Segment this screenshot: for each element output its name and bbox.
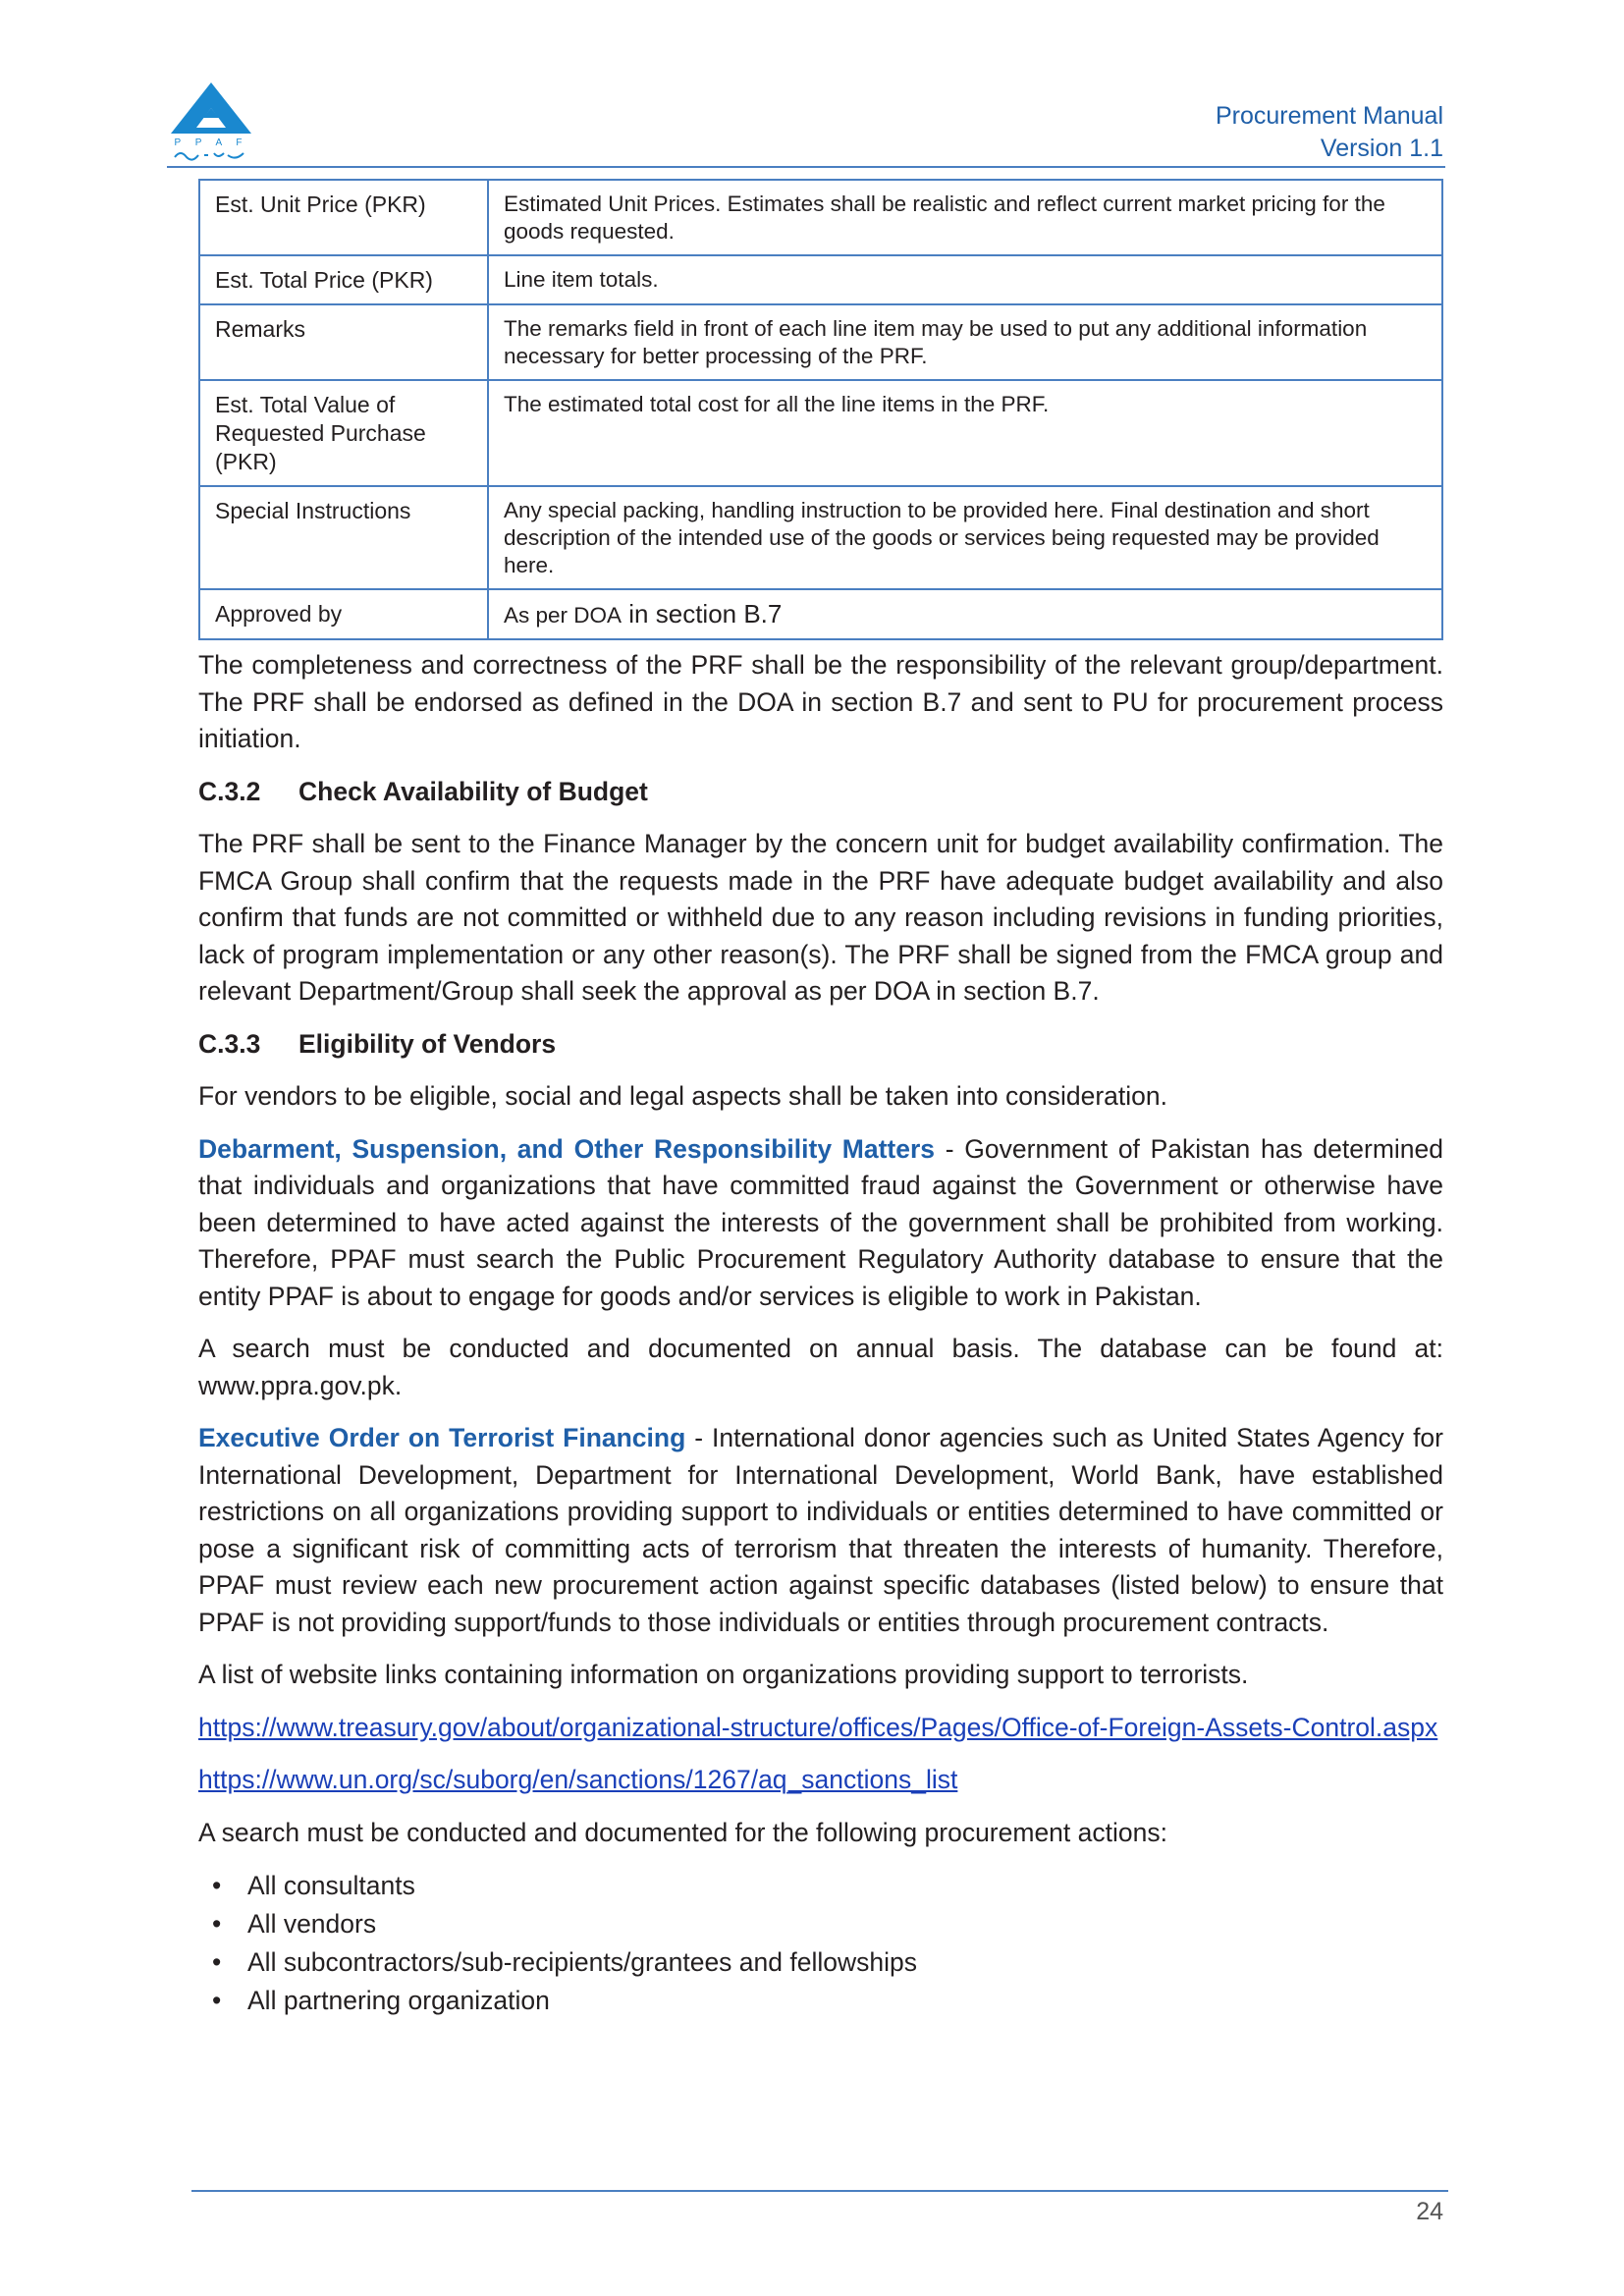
terrorist-financing-lead: Executive Order on Terrorist Financing	[198, 1423, 686, 1452]
section-title: Check Availability of Budget	[298, 776, 648, 806]
bullet-icon: •	[212, 1986, 222, 2015]
field-term: Approved by	[199, 589, 488, 639]
approval-text: As per DOA	[504, 603, 623, 628]
prf-field-table	[198, 179, 1443, 640]
list-item-text: All vendors	[247, 1909, 377, 1939]
field-description: Estimated Unit Prices. Estimates shall be realistic and reflect current market pricing for the goods requested.	[488, 180, 1442, 255]
list-item-text: All partnering organization	[247, 1986, 550, 2015]
field-term: Special Instructions	[199, 486, 488, 589]
table-row	[199, 589, 1442, 639]
section-title: Eligibility of Vendors	[298, 1028, 557, 1059]
field-description: Any special packing, handling instruction to be provided here. Final destination and short description of the intended use of the goods or services being requested may be provided here.	[488, 486, 1442, 589]
debarment-lead: Debarment, Suspension, and Other Responsibility Matters	[198, 1133, 936, 1164]
list-item-text: All subcontractors/sub-recipients/grantees and fellowships	[247, 1947, 917, 1977]
table-row	[199, 486, 1442, 589]
link-container	[198, 1762, 1443, 1799]
ppaf-logo	[167, 79, 255, 167]
paragraph-search-actions: A search must be conducted and documented for the following procurement actions:	[198, 1817, 1167, 1847]
list-item-text: All consultants	[247, 1871, 415, 1900]
paragraph-eligibility: For vendors to be eligible, social and legal aspects shall be taken into consideration.	[198, 1081, 1167, 1111]
list-item	[198, 1905, 1443, 1943]
paragraph-link-intro: A list of website links containing information on organizations providing support to terrorists.	[198, 1660, 1249, 1689]
header-text	[1216, 100, 1443, 165]
field-description: Line item totals.	[488, 255, 1442, 304]
table-row	[199, 180, 1442, 255]
list-item	[198, 1867, 1443, 1905]
list-item	[198, 1943, 1443, 1982]
section-heading-c32	[198, 774, 1443, 811]
page-header	[167, 79, 1443, 169]
logo-letters: P P A F	[174, 137, 248, 148]
approval-section: in section B.7	[622, 599, 783, 629]
field-term: Remarks	[199, 304, 488, 380]
treasury-link[interactable]: https://www.treasury.gov/about/organizational-structure/offices/Pages/Office-of-Foreign-Assets-Control.aspx	[198, 1712, 1438, 1742]
procurement-actions-list	[198, 1867, 1443, 2020]
manual-version: Version 1.1	[1320, 135, 1443, 162]
field-description: The remarks field in front of each line item may be used to put any additional information necessary for better processing of the PRF.	[488, 304, 1442, 380]
paragraph-terrorist-financing	[198, 1420, 1443, 1641]
bullet-icon: •	[212, 1947, 222, 1977]
manual-title: Procurement Manual	[1215, 102, 1443, 130]
bullet-icon: •	[212, 1871, 222, 1900]
field-description	[488, 589, 1442, 639]
field-term: Est. Total Price (PKR)	[199, 255, 488, 304]
section-number: C.3.3	[198, 1028, 261, 1059]
field-term: Est. Total Value of Requested Purchase (PKR)	[199, 380, 488, 486]
un-sanctions-link[interactable]: https://www.un.org/sc/suborg/en/sanctions/1267/aq_sanctions_list	[198, 1765, 958, 1794]
paragraph-prf-responsibility: The completeness and correctness of the PRF shall be the responsibility of the relevant group/department. The PRF shall be endorsed as defined in the DOA in section B.7 and sent to PU for procurement process initiation.	[198, 650, 1443, 753]
section-number: C.3.2	[198, 776, 261, 806]
terrorist-financing-text: - International donor agencies such as United States Agency for International Development, Department for International Development, World Bank, have established restrictions on all organizations providing support to individuals or entities determined to have committed or pose a significant risk of committing acts of terrorism that threaten the interests of humanity. Therefore, PPAF must review each new procurement action against specific databases (listed below) to ensure that PPAF is not providing support/funds to those individuals or entities through procurement contracts.	[198, 1423, 1443, 1637]
paragraph-search-annual: A search must be conducted and documented on annual basis. The database can be found at: www.ppra.gov.pk.	[198, 1334, 1443, 1400]
field-description: The estimated total cost for all the line items in the PRF.	[488, 380, 1442, 486]
field-term: Est. Unit Price (PKR)	[199, 180, 488, 255]
table-row	[199, 304, 1442, 380]
document-body	[198, 647, 1443, 2020]
table-row	[199, 380, 1442, 486]
list-item	[198, 1982, 1443, 2020]
bullet-icon: •	[212, 1909, 222, 1939]
link-container	[198, 1710, 1443, 1747]
page-number: 24	[1416, 2198, 1443, 2225]
debarment-text: - Government of Pakistan has determined that individuals and organizations that have committed fraud against the Government or otherwise have been determined to have acted against the interests of the government shall be prohibited from working. Therefore, PPAF must search the Public Procurement Regulatory Authority database to ensure that the entity PPAF is about to engage for goods and/or services is eligible to work in Pakistan.	[198, 1133, 1443, 1311]
section-heading-c33	[198, 1026, 1443, 1064]
table-row	[199, 255, 1442, 304]
paragraph-budget: The PRF shall be sent to the Finance Manager by the concern unit for budget availability confirmation. The FMCA Group shall confirm that the requests made in the PRF have adequate budget availability and also confirm that funds are not committed or withheld due to any reason including revisions in funding priorities, lack of program implementation or any other reason(s). The PRF shall be signed from the FMCA group and relevant Department/Group shall seek the approval as per DOA in section B.7.	[198, 829, 1443, 1006]
paragraph-debarment	[198, 1131, 1443, 1316]
footer-rule	[191, 2190, 1448, 2192]
header-rule	[167, 166, 1445, 168]
